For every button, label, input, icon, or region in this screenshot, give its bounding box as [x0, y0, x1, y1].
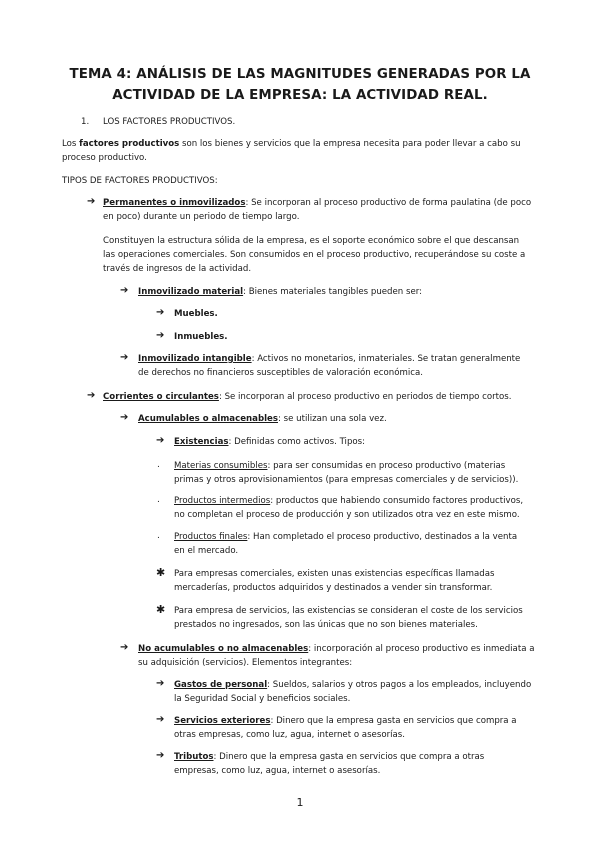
arrow-bullet-icon: ➔	[87, 390, 96, 401]
finales-line-1: Productos finales: Han completado el proceso productivo, destinados a la venta	[174, 532, 518, 542]
intermedios-line-1: Productos intermedios: productos que habiendo consumido factores productivos,	[174, 496, 524, 506]
arrow-bullet-icon: ➔	[156, 714, 165, 725]
page-number: 1	[296, 796, 304, 809]
term-no-acumulables: No acumulables o no almacenables	[138, 644, 309, 654]
term-productos-finales: Productos finales	[174, 532, 248, 542]
no-acumulables-line-1: No acumulables o no almacenables: incorporación al proceso productivo es inmediata a	[138, 644, 535, 654]
personal-line-1: Gastos de personal: Sueldos, salarios y otros pagos a los empleados, incluyendo	[174, 680, 532, 690]
servicios-line-1: Servicios exteriores: Dinero que la empresa gasta en servicios que compra a	[174, 716, 517, 726]
types-heading: TIPOS DE FACTORES PRODUCTIVOS:	[62, 176, 218, 186]
term-gastos-personal: Gastos de personal	[174, 680, 268, 690]
arrow-bullet-icon: ➔	[156, 330, 165, 341]
intangible-line-2: de derechos no financieros susceptibles de valoración económica.	[138, 368, 423, 378]
intangible-line-1: Inmovilizado intangible: Activos no monetarios, inmateriales. Se tratan generalmente	[138, 354, 521, 364]
arrow-bullet-icon: ➔	[120, 285, 129, 296]
dot-bullet: .	[157, 531, 160, 541]
page-title-line-1: TEMA 4: ANÁLISIS DE LAS MAGNITUDES GENERADAS POR LA	[69, 67, 531, 82]
note-servicios-line-2: prestados no ingresados, son las únicas que no son bienes materiales.	[174, 620, 478, 630]
term-inmovilizado-intangible: Inmovilizado intangible	[138, 354, 252, 364]
arrow-bullet-icon: ➔	[87, 196, 96, 207]
note-servicios-line-1: Para empresa de servicios, las existencias se consideran el coste de los servicios	[174, 606, 523, 616]
personal-line-2: la Seguridad Social y beneficios sociales.	[174, 694, 351, 704]
arrow-bullet-icon: ➔	[156, 307, 165, 318]
arrow-bullet-icon: ➔	[156, 435, 165, 446]
permanentes-line-1: Permanentes o inmovilizados: Se incorporan al proceso productivo de forma paulatina (de poco	[103, 198, 532, 208]
permanentes-para-line-2: las operaciones comerciales. Son consumidos en el proceso productivo, recuperándose su coste a	[103, 250, 526, 260]
no-acumulables-line-2: su adquisición (servicios). Elementos integrantes:	[138, 658, 353, 668]
asterisk-bullet-icon: ✱	[156, 603, 166, 616]
arrow-bullet-icon: ➔	[156, 750, 165, 761]
section-number: 1.	[81, 117, 90, 127]
term-servicios-exteriores: Servicios exteriores	[174, 716, 271, 726]
permanentes-para-line-3: través de ingresos de la actividad.	[103, 264, 252, 274]
term-existencias: Existencias	[174, 437, 229, 447]
tributos-line-1: Tributos: Dinero que la empresa gasta en servicios que compra a otras	[174, 752, 485, 762]
item-inmuebles: Inmuebles.	[174, 332, 228, 342]
corrientes-line: Corrientes o circulantes: Se incorporan al proceso productivo en periodos de tiempo cortos.	[103, 392, 512, 402]
section-heading: LOS FACTORES PRODUCTIVOS.	[103, 117, 236, 127]
item-muebles: Muebles.	[174, 309, 218, 319]
arrow-bullet-icon: ➔	[120, 412, 129, 423]
intro-line-2: proceso productivo.	[62, 153, 147, 163]
note-comerciales-line-1: Para empresas comerciales, existen unas existencias específicas llamadas	[174, 569, 495, 579]
note-comerciales-line-2: mercaderías, productos adquiridos y destinados a vender sin transformar.	[174, 583, 493, 593]
permanentes-para-line-1: Constituyen la estructura sólida de la empresa, es el soporte económico sobre el que descansan	[103, 236, 520, 246]
materias-line-1: Materias consumibles: para ser consumidas en proceso productivo (materias	[174, 461, 506, 471]
permanentes-line-2: en poco) durante un periodo de tiempo largo.	[103, 212, 300, 222]
intro-line-1: Los factores productivos son los bienes y servicios que la empresa necesita para poder llevar a cabo su	[62, 139, 521, 149]
term-materias-consumibles: Materias consumibles	[174, 461, 268, 471]
term-factores-productivos: factores productivos	[79, 139, 180, 149]
term-corrientes: Corrientes o circulantes	[103, 392, 219, 402]
term-tributos: Tributos	[174, 752, 214, 762]
finales-line-2: en el mercado.	[174, 546, 239, 556]
page-title-line-2: ACTIVIDAD DE LA EMPRESA: LA ACTIVIDAD REAL.	[112, 88, 488, 103]
acumulables-line: Acumulables o almacenables: se utilizan una sola vez.	[138, 414, 387, 424]
material-line: Inmovilizado material: Bienes materiales tangibles pueden ser:	[138, 287, 423, 297]
asterisk-bullet-icon: ✱	[156, 566, 166, 579]
arrow-bullet-icon: ➔	[120, 642, 129, 653]
term-permanentes: Permanentes o inmovilizados	[103, 198, 246, 208]
tributos-line-2: empresas, como luz, agua, internet o asesorías.	[174, 766, 381, 776]
term-productos-intermedios: Productos intermedios	[174, 496, 271, 506]
materias-line-2: primas y otros aprovisionamientos (para empresas comerciales y de servicios)).	[174, 475, 519, 485]
dot-bullet: .	[157, 460, 160, 470]
arrow-bullet-icon: ➔	[156, 678, 165, 689]
existencias-line: Existencias: Definidas como activos. Tipos:	[174, 437, 366, 447]
term-acumulables: Acumulables o almacenables	[138, 414, 278, 424]
dot-bullet: .	[157, 495, 160, 505]
intermedios-line-2: no completan el proceso de producción y son utilizados otra vez en este mismo.	[174, 510, 520, 520]
arrow-bullet-icon: ➔	[120, 352, 129, 363]
term-inmovilizado-material: Inmovilizado material	[138, 287, 244, 297]
servicios-line-2: otras empresas, como luz, agua, internet o asesorías.	[174, 730, 405, 740]
